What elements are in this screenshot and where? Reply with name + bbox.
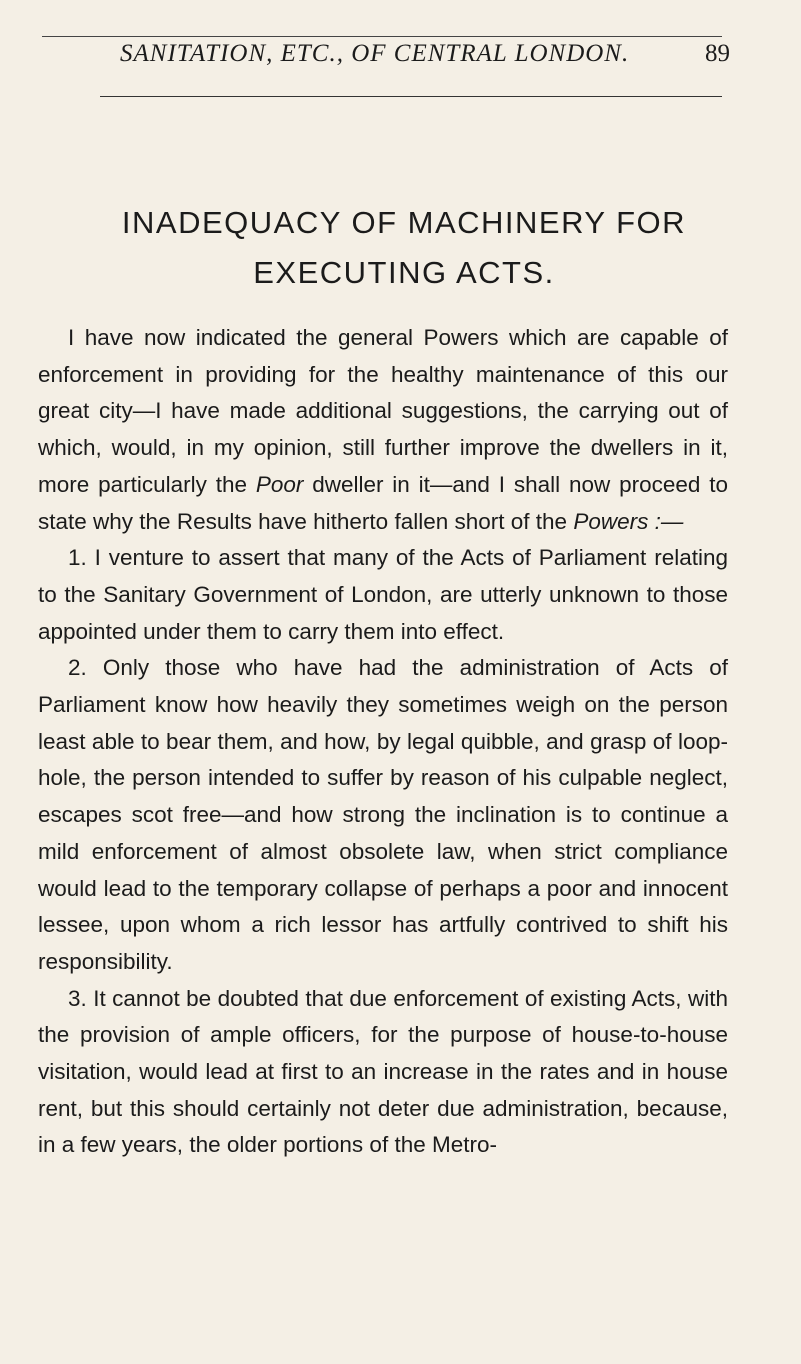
point-paragraph-3: 3. It cannot be doubted that due enforcement of existing Acts, with the provision of ample officers, for the purpose of house-to-house visitation, would lead at first to an increase in the rates and in house rent, but this should certainly not deter due administration, because, in a few years, the older portions of the Metro- bbox=[38, 985, 728, 1158]
chapter-heading bbox=[40, 198, 768, 298]
intro-paragraph bbox=[38, 320, 728, 540]
page-number: 89 bbox=[705, 40, 730, 67]
point-paragraph-2: 2. Only those who have had the administration of Acts of Parliament know how heavily they sometimes weigh on the person least able to bear them, and how, by legal quibble, and grasp of loop-hole, the person intended to suffer by reason of his culpable neglect, escapes scot free—and how strong the inclination is to continue a mild enforcement of almost obsolete law, when strict compliance would lead to the temporary collapse of perhaps a poor and innocent lessee, upon whom a rich lessor has artfully contrived to shift his responsibility. bbox=[38, 655, 728, 974]
header-bottom-rule bbox=[100, 96, 722, 97]
running-header bbox=[120, 40, 730, 80]
running-title: SANITATION, ETC., OF CENTRAL LONDON. bbox=[120, 40, 630, 67]
chapter-heading-line-1: INADEQUACY OF MACHINERY FOR bbox=[121, 205, 687, 240]
chapter-heading-line-2: EXECUTING ACTS. bbox=[253, 255, 555, 290]
intro-powers-emphasis: Powers :— bbox=[573, 508, 684, 534]
intro-text-1: I have now indicated the general Powers which are capable of enforcement in providing for the healthy maintenance of this our great city—I have made additional suggestions, the carrying out of which, would, in my opinion, still further improve the dwellers in it, more particularly the bbox=[38, 325, 728, 497]
point-paragraph-1: 1. I venture to assert that many of the Acts of Parliament relating to the Sanitary Government of London, are utterly unknown to those appointed under them to carry them into effect. bbox=[38, 545, 728, 644]
intro-text-2: dweller in it—and I shall now proceed to state why the Results have hitherto fallen short of the bbox=[38, 471, 728, 534]
header-top-rule bbox=[42, 36, 722, 37]
intro-poor-emphasis: Poor bbox=[255, 471, 304, 497]
body-text bbox=[38, 320, 728, 1164]
